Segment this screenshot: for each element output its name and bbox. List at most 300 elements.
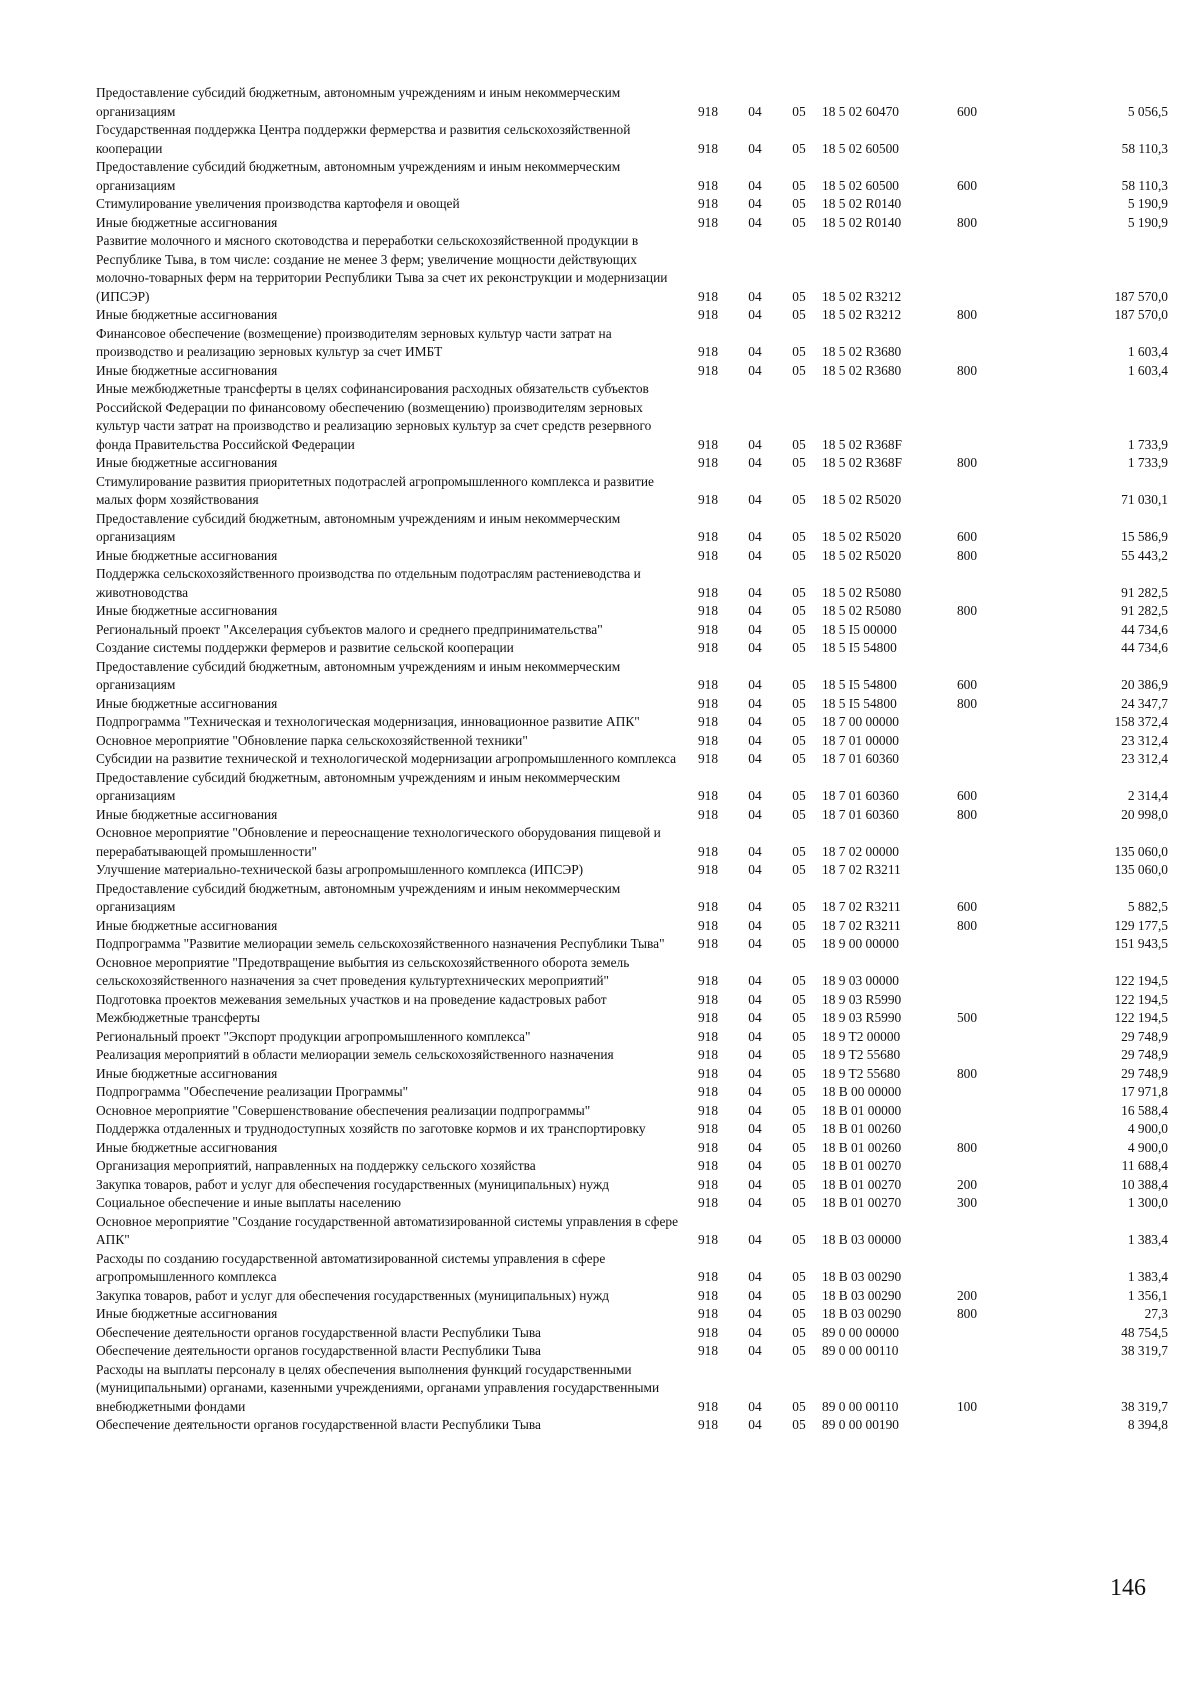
- row-amount: 122 194,5: [1114, 973, 1168, 988]
- row-name: Социальное обеспечение и иные выплаты населению: [96, 1195, 401, 1210]
- row-amount: 8 394,8: [1127, 1417, 1168, 1432]
- row-subsection-code: 05: [792, 1121, 806, 1136]
- row-target-article: 18 B 03 00290: [822, 1287, 902, 1303]
- row-subsection-code: 05: [792, 492, 806, 507]
- row-ved-code: 918: [697, 344, 719, 359]
- row-amount: 1 300,0: [1127, 1195, 1168, 1210]
- row-expense-type: 800: [956, 547, 978, 563]
- row-amount: 187 570,0: [1114, 288, 1168, 304]
- row-amount: 23 312,4: [1121, 732, 1168, 748]
- table-row: [96, 306, 1168, 325]
- row-amount: 1 383,4: [1127, 1269, 1168, 1284]
- row-section-code: 04: [748, 436, 762, 452]
- row-subsection-code: 05: [792, 751, 806, 766]
- row-ved-code: 918: [697, 529, 719, 544]
- row-amount: 48 754,5: [1121, 1324, 1168, 1340]
- row-subsection-code: 05: [792, 973, 806, 988]
- row-section-code: 04: [748, 677, 762, 692]
- row-target-article: 18 B 01 00260: [822, 1121, 902, 1136]
- row-subsection-code: 05: [792, 1324, 806, 1340]
- row-target-article: 18 B 01 00000: [822, 1102, 902, 1118]
- row-amount: 44 734,6: [1121, 640, 1168, 655]
- row-expense-type: 600: [956, 177, 978, 193]
- row-ved-code: 918: [697, 584, 719, 600]
- row-target-article: 18 5 02 R5020: [822, 492, 902, 507]
- row-name: Поддержка отдаленных и труднодоступных хозяйств по заготовке кормов и их транспортировку: [96, 1121, 646, 1136]
- row-target-article: 18 9 03 R5990: [822, 991, 902, 1007]
- row-name: Реализация мероприятий в области мелиорации земель сельскохозяйственного назначения: [96, 1047, 614, 1062]
- row-amount: 29 748,9: [1121, 1065, 1168, 1081]
- row-section-code: 04: [748, 695, 762, 711]
- row-section-code: 04: [748, 991, 762, 1007]
- table-row: [96, 473, 1168, 510]
- row-section-code: 04: [748, 103, 762, 119]
- row-section-code: 04: [748, 1158, 762, 1173]
- row-target-article: 18 9 T2 55680: [822, 1047, 901, 1062]
- table-row: [96, 1120, 1168, 1139]
- row-amount: 4 900,0: [1127, 1139, 1168, 1155]
- row-ved-code: 918: [697, 917, 719, 933]
- row-section-code: 04: [748, 1121, 762, 1136]
- row-expense-type: [934, 935, 1000, 954]
- row-expense-type: [934, 991, 1000, 1010]
- table-row: [96, 1416, 1168, 1435]
- row-name: Создание системы поддержки фермеров и развитие сельской кооперации: [96, 640, 514, 655]
- row-section-code: 04: [748, 1398, 762, 1414]
- table-row: [96, 769, 1168, 806]
- row-expense-type: 800: [956, 307, 978, 322]
- row-ved-code: 918: [697, 621, 719, 637]
- row-amount: 16 588,4: [1121, 1102, 1168, 1118]
- row-ved-code: 918: [697, 307, 719, 322]
- row-amount: 4 900,0: [1127, 1121, 1168, 1136]
- row-name: Иные бюджетные ассигнования: [96, 307, 278, 322]
- row-target-article: 18 5 02 R5020: [822, 529, 902, 544]
- row-target-article: 18 5 I5 54800: [822, 640, 897, 655]
- row-amount: 5 190,9: [1127, 214, 1168, 230]
- row-name: Субсидии на развитие технической и технологической модернизации агропромышленного комплекса: [96, 751, 677, 766]
- row-amount: 44 734,6: [1121, 621, 1168, 637]
- table-row: [96, 1213, 1168, 1250]
- row-target-article: 18 7 02 R3211: [822, 862, 901, 877]
- row-section-code: 04: [748, 1047, 762, 1062]
- row-name: Предоставление субсидий бюджетным, автономным учреждениям и иным некоммерческим организациям: [96, 880, 621, 914]
- row-amount: 20 386,9: [1121, 677, 1168, 692]
- row-name: Стимулирование развития приоритетных подотраслей агропромышленного комплекса и развитие малых форм хозяйствования: [96, 473, 654, 507]
- row-expense-type: [934, 1102, 1000, 1121]
- row-name: Поддержка сельскохозяйственного производства по отдельным подотраслям растениеводства и животноводства: [96, 566, 641, 600]
- row-subsection-code: 05: [792, 1287, 806, 1303]
- row-amount: 135 060,0: [1114, 843, 1168, 859]
- row-ved-code: 918: [697, 751, 719, 766]
- row-subsection-code: 05: [792, 307, 806, 322]
- row-subsection-code: 05: [792, 1176, 806, 1192]
- row-expense-type: 800: [956, 455, 978, 470]
- row-ved-code: 918: [697, 603, 719, 618]
- table-row: [96, 917, 1168, 936]
- row-ved-code: 918: [697, 103, 719, 119]
- table-row: [96, 602, 1168, 621]
- row-ved-code: 918: [697, 1269, 719, 1284]
- table-row: [96, 547, 1168, 566]
- row-ved-code: 918: [697, 492, 719, 507]
- row-amount: 2 314,4: [1127, 788, 1168, 803]
- row-target-article: 18 7 02 R3211: [822, 917, 901, 933]
- row-target-article: 18 5 02 60470: [822, 103, 899, 119]
- row-amount: 29 748,9: [1121, 1028, 1168, 1044]
- table-row: [96, 1342, 1168, 1361]
- row-expense-type: [934, 954, 1000, 991]
- row-name: Обеспечение деятельности органов государственной власти Республики Тыва: [96, 1343, 541, 1358]
- row-target-article: 18 B 03 00290: [822, 1269, 902, 1284]
- table-row: [96, 1305, 1168, 1324]
- table-row: [96, 565, 1168, 602]
- row-name: Подпрограмма "Развитие мелиорации земель сельскохозяйственного назначения Республики Тыва": [96, 936, 665, 951]
- row-subsection-code: 05: [792, 455, 806, 470]
- table-row: [96, 1083, 1168, 1102]
- row-ved-code: 918: [697, 455, 719, 470]
- row-ved-code: 918: [697, 714, 719, 729]
- row-section-code: 04: [748, 1195, 762, 1210]
- row-expense-type: [934, 232, 1000, 306]
- row-amount: 158 372,4: [1114, 714, 1168, 729]
- row-amount: 129 177,5: [1114, 917, 1168, 933]
- table-row: [96, 1102, 1168, 1121]
- row-name: Основное мероприятие "Совершенствование обеспечения реализации подпрограммы": [96, 1102, 591, 1118]
- row-target-article: 89 0 00 00110: [822, 1343, 899, 1358]
- row-section-code: 04: [748, 492, 762, 507]
- row-amount: 1 383,4: [1127, 1232, 1168, 1247]
- row-ved-code: 918: [697, 1287, 719, 1303]
- row-target-article: 18 9 T2 55680: [822, 1065, 901, 1081]
- row-expense-type: [934, 325, 1000, 362]
- row-subsection-code: 05: [792, 1195, 806, 1210]
- row-target-article: 18 7 02 00000: [822, 843, 899, 859]
- row-ved-code: 918: [697, 1232, 719, 1247]
- row-ved-code: 918: [697, 1047, 719, 1062]
- row-subsection-code: 05: [792, 529, 806, 544]
- row-ved-code: 918: [697, 547, 719, 563]
- table-row: [96, 935, 1168, 954]
- row-amount: 122 194,5: [1114, 991, 1168, 1007]
- row-subsection-code: 05: [792, 1047, 806, 1062]
- row-subsection-code: 05: [792, 732, 806, 748]
- table-row: [96, 954, 1168, 991]
- row-ved-code: 918: [697, 196, 719, 211]
- row-target-article: 18 7 00 00000: [822, 714, 899, 729]
- row-ved-code: 918: [697, 640, 719, 655]
- row-ved-code: 918: [697, 362, 719, 378]
- table-row: [96, 1065, 1168, 1084]
- row-name: Подпрограмма "Техническая и технологическая модернизация, инновационное развитие АПК": [96, 714, 640, 729]
- row-section-code: 04: [748, 362, 762, 378]
- row-ved-code: 918: [697, 1158, 719, 1173]
- row-expense-type: 600: [956, 103, 978, 119]
- row-name: Иные бюджетные ассигнования: [96, 1306, 278, 1321]
- row-expense-type: [934, 1046, 1000, 1065]
- row-section-code: 04: [748, 714, 762, 729]
- row-ved-code: 918: [697, 140, 719, 156]
- row-subsection-code: 05: [792, 214, 806, 230]
- row-expense-type: 800: [956, 214, 978, 230]
- row-expense-type: 100: [956, 1398, 978, 1414]
- row-target-article: 18 7 01 00000: [822, 732, 899, 748]
- row-amount: 135 060,0: [1114, 862, 1168, 877]
- row-target-article: 18 5 02 R5080: [822, 603, 902, 618]
- row-expense-type: [934, 380, 1000, 454]
- row-expense-type: [934, 1157, 1000, 1176]
- row-target-article: 18 7 01 60360: [822, 788, 899, 803]
- table-row: [96, 1009, 1168, 1028]
- row-name: Иные бюджетные ассигнования: [96, 1065, 278, 1081]
- row-section-code: 04: [748, 732, 762, 748]
- row-section-code: 04: [748, 1139, 762, 1155]
- row-expense-type: 800: [956, 1306, 978, 1321]
- row-section-code: 04: [748, 936, 762, 951]
- row-name: Развитие молочного и мясного скотоводства и переработки сельскохозяйственной продукции в Республике Тыва, в том числе: создание не менее 3 ферм; увеличение мощности действующих молочно-товарных ферм на территории Республики Тыва за счет их реконструкции и модернизации (ИПСЭР): [96, 233, 668, 304]
- row-name: Обеспечение деятельности органов государственной власти Республики Тыва: [96, 1417, 541, 1432]
- row-section-code: 04: [748, 455, 762, 470]
- row-target-article: 18 B 01 00270: [822, 1195, 902, 1210]
- table-row: [96, 861, 1168, 880]
- row-subsection-code: 05: [792, 677, 806, 692]
- row-name: Иные бюджетные ассигнования: [96, 1139, 278, 1155]
- row-section-code: 04: [748, 1010, 762, 1025]
- row-section-code: 04: [748, 529, 762, 544]
- row-ved-code: 918: [697, 214, 719, 230]
- row-section-code: 04: [748, 1306, 762, 1321]
- row-ved-code: 918: [697, 177, 719, 193]
- row-name: Региональный проект "Экспорт продукции агропромышленного комплекса": [96, 1028, 531, 1044]
- row-name: Основное мероприятие "Обновление и переоснащение технологического оборудования пищевой и перерабатывающей промышленности": [96, 825, 661, 859]
- row-name: Иные бюджетные ассигнования: [96, 695, 278, 711]
- table-row: [96, 362, 1168, 381]
- row-name: Иные бюджетные ассигнования: [96, 603, 278, 618]
- row-target-article: 18 B 01 00270: [822, 1158, 902, 1173]
- row-ved-code: 918: [697, 899, 719, 914]
- row-expense-type: [934, 1324, 1000, 1343]
- row-expense-type: 800: [956, 695, 978, 711]
- row-expense-type: [934, 1213, 1000, 1250]
- row-target-article: 18 5 02 R5020: [822, 547, 902, 563]
- row-ved-code: 918: [697, 1306, 719, 1321]
- table-row: [96, 1287, 1168, 1306]
- row-amount: 58 110,3: [1121, 177, 1168, 193]
- row-name: Иные бюджетные ассигнования: [96, 455, 278, 470]
- table-row: [96, 510, 1168, 547]
- row-subsection-code: 05: [792, 1398, 806, 1414]
- row-expense-type: [934, 1342, 1000, 1361]
- row-expense-type: [934, 861, 1000, 880]
- row-name: Основное мероприятие "Предотвращение выбытия из сельскохозяйственного оборота земель сельскохозяйственного назначения за счет проведения культуртехнических мероприятий": [96, 954, 630, 988]
- table-row: [96, 750, 1168, 769]
- table-row: [96, 84, 1168, 121]
- row-subsection-code: 05: [792, 714, 806, 729]
- row-section-code: 04: [748, 1102, 762, 1118]
- row-expense-type: [934, 824, 1000, 861]
- row-amount: 91 282,5: [1121, 584, 1168, 600]
- row-name: Основное мероприятие "Обновление парка сельскохозяйственной техники": [96, 732, 528, 748]
- row-expense-type: [934, 1120, 1000, 1139]
- table-row: [96, 806, 1168, 825]
- row-amount: 17 971,8: [1121, 1084, 1168, 1099]
- row-name: Финансовое обеспечение (возмещение) производителям зерновых культур части затрат на производство и реализацию зерновых культур за счет ИМБТ: [96, 325, 612, 359]
- row-target-article: 18 5 02 R5080: [822, 584, 902, 600]
- row-name: Расходы по созданию государственной автоматизированной системы управления в сфере агропромышленного комплекса: [96, 1250, 606, 1284]
- row-amount: 1 603,4: [1127, 344, 1168, 359]
- row-amount: 187 570,0: [1114, 307, 1168, 322]
- row-expense-type: [934, 121, 1000, 158]
- row-amount: 71 030,1: [1121, 492, 1168, 507]
- row-expense-type: 800: [956, 1139, 978, 1155]
- row-subsection-code: 05: [792, 177, 806, 193]
- row-amount: 5 882,5: [1127, 899, 1168, 914]
- row-ved-code: 918: [697, 788, 719, 803]
- table-row: [96, 380, 1168, 454]
- row-amount: 58 110,3: [1121, 140, 1168, 156]
- row-subsection-code: 05: [792, 288, 806, 304]
- row-expense-type: [934, 639, 1000, 658]
- row-expense-type: [934, 621, 1000, 640]
- row-expense-type: 800: [956, 362, 978, 378]
- row-subsection-code: 05: [792, 899, 806, 914]
- row-section-code: 04: [748, 1324, 762, 1340]
- row-name: Государственная поддержка Центра поддержки фермерства и развития сельскохозяйственной кооперации: [96, 122, 631, 156]
- row-name: Иные бюджетные ассигнования: [96, 547, 278, 563]
- row-ved-code: 918: [697, 1343, 719, 1358]
- row-subsection-code: 05: [792, 862, 806, 877]
- row-subsection-code: 05: [792, 1028, 806, 1044]
- row-ved-code: 918: [697, 1176, 719, 1192]
- row-name: Иные бюджетные ассигнования: [96, 362, 278, 378]
- table-row: [96, 1176, 1168, 1195]
- row-ved-code: 918: [697, 1084, 719, 1099]
- row-ved-code: 918: [697, 936, 719, 951]
- row-section-code: 04: [748, 547, 762, 563]
- row-name: Подготовка проектов межевания земельных участков и на проведение кадастровых работ: [96, 991, 607, 1007]
- row-ved-code: 918: [697, 732, 719, 748]
- table-row: [96, 158, 1168, 195]
- row-section-code: 04: [748, 973, 762, 988]
- row-section-code: 04: [748, 1343, 762, 1358]
- row-section-code: 04: [748, 307, 762, 322]
- row-target-article: 18 9 03 00000: [822, 973, 899, 988]
- row-subsection-code: 05: [792, 547, 806, 563]
- row-target-article: 18 5 I5 54800: [822, 677, 897, 692]
- row-target-article: 18 B 03 00290: [822, 1306, 902, 1321]
- row-name: Предоставление субсидий бюджетным, автономным учреждениям и иным некоммерческим организациям: [96, 769, 621, 803]
- row-subsection-code: 05: [792, 140, 806, 156]
- row-section-code: 04: [748, 899, 762, 914]
- row-amount: 151 943,5: [1114, 936, 1168, 951]
- row-target-article: 18 7 02 R3211: [822, 899, 901, 914]
- table-row: [96, 991, 1168, 1010]
- row-target-article: 18 9 00 00000: [822, 936, 899, 951]
- row-subsection-code: 05: [792, 806, 806, 822]
- row-expense-type: 600: [956, 788, 978, 803]
- row-section-code: 04: [748, 843, 762, 859]
- row-ved-code: 918: [697, 1065, 719, 1081]
- row-name: Закупка товаров, работ и услуг для обеспечения государственных (муниципальных) нужд: [96, 1176, 610, 1192]
- row-target-article: 18 5 02 R368F: [822, 436, 902, 452]
- row-ved-code: 918: [697, 677, 719, 692]
- row-expense-type: [934, 1416, 1000, 1435]
- row-section-code: 04: [748, 806, 762, 822]
- row-subsection-code: 05: [792, 196, 806, 211]
- row-name: Закупка товаров, работ и услуг для обеспечения государственных (муниципальных) нужд: [96, 1287, 610, 1303]
- table-row: [96, 232, 1168, 306]
- row-amount: 27,3: [1144, 1306, 1168, 1321]
- table-row: [96, 1046, 1168, 1065]
- row-section-code: 04: [748, 177, 762, 193]
- row-section-code: 04: [748, 917, 762, 933]
- table-row: [96, 1324, 1168, 1343]
- row-subsection-code: 05: [792, 1269, 806, 1284]
- row-target-article: 18 5 02 R0140: [822, 214, 902, 230]
- row-subsection-code: 05: [792, 936, 806, 951]
- row-section-code: 04: [748, 344, 762, 359]
- row-amount: 11 688,4: [1121, 1158, 1168, 1173]
- row-target-article: 18 9 T2 00000: [822, 1028, 901, 1044]
- row-subsection-code: 05: [792, 640, 806, 655]
- budget-table: [96, 84, 1168, 1435]
- row-section-code: 04: [748, 288, 762, 304]
- row-expense-type: 800: [956, 806, 978, 822]
- row-name: Иные бюджетные ассигнования: [96, 806, 278, 822]
- row-amount: 91 282,5: [1121, 603, 1168, 618]
- row-subsection-code: 05: [792, 436, 806, 452]
- row-subsection-code: 05: [792, 1102, 806, 1118]
- row-section-code: 04: [748, 196, 762, 211]
- table-body: [96, 84, 1168, 1435]
- row-target-article: 18 5 02 R0140: [822, 196, 902, 211]
- table-row: [96, 658, 1168, 695]
- row-name: Стимулирование увеличения производства картофеля и овощей: [96, 196, 460, 211]
- table-row: [96, 195, 1168, 214]
- table-row: [96, 1157, 1168, 1176]
- row-subsection-code: 05: [792, 603, 806, 618]
- row-section-code: 04: [748, 140, 762, 156]
- row-target-article: 89 0 00 00000: [822, 1324, 899, 1340]
- table-row: [96, 824, 1168, 861]
- row-subsection-code: 05: [792, 1139, 806, 1155]
- row-subsection-code: 05: [792, 344, 806, 359]
- row-ved-code: 918: [697, 695, 719, 711]
- row-ved-code: 918: [697, 1139, 719, 1155]
- row-target-article: 18 B 00 00000: [822, 1084, 902, 1099]
- row-section-code: 04: [748, 751, 762, 766]
- row-amount: 24 347,7: [1121, 695, 1168, 711]
- row-expense-type: [934, 713, 1000, 732]
- row-target-article: 18 B 03 00000: [822, 1232, 902, 1247]
- row-amount: 10 388,4: [1121, 1176, 1168, 1192]
- row-expense-type: [934, 1250, 1000, 1287]
- row-expense-type: [934, 565, 1000, 602]
- row-name: Иные межбюджетные трансферты в целях софинансирования расходных обязательств субъектов Российской Федерации по финансовому обеспечению (возмещению) производителям зерновых культур части затрат на производство и реализацию зерновых культур за счет средств резервного фонда Правительства Российской Федерации: [96, 381, 652, 452]
- row-subsection-code: 05: [792, 1010, 806, 1025]
- row-name: Расходы на выплаты персоналу в целях обеспечения выполнения функций государственными (муниципальными) органами, казенными учреждениями, органами управления государственными внебюджетными фондами: [96, 1361, 660, 1414]
- row-subsection-code: 05: [792, 584, 806, 600]
- row-amount: 20 998,0: [1121, 806, 1168, 822]
- row-ved-code: 918: [697, 1010, 719, 1025]
- row-section-code: 04: [748, 640, 762, 655]
- row-amount: 122 194,5: [1114, 1010, 1168, 1025]
- row-ved-code: 918: [697, 1121, 719, 1136]
- row-section-code: 04: [748, 1065, 762, 1081]
- row-subsection-code: 05: [792, 1417, 806, 1432]
- table-row: [96, 732, 1168, 751]
- row-amount: 1 603,4: [1127, 362, 1168, 378]
